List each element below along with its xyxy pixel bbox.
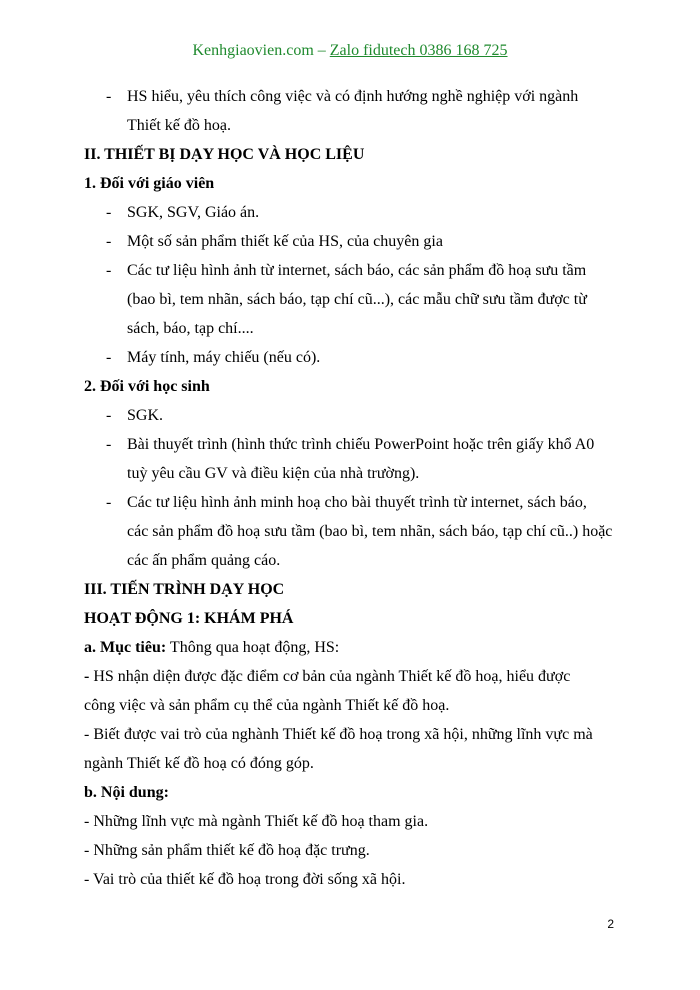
bullet-line: Thiết kế đồ hoạ. [127, 117, 231, 134]
bullet-line: (bao bì, tem nhãn, sách báo, tạp chí cũ...), các mẫu chữ sưu tầm được từ [127, 291, 587, 308]
bullet-item: - Các tư liệu hình ảnh minh hoạ cho bài thuyết trình từ internet, sách báo, các sản phẩm đồ hoạ sưu tầm (bao bì, tem nhãn, sách báo, tạp chí cũ..) hoặc các ấn phẩm quảng cáo. [84, 488, 619, 575]
content-heading: b. Nội dung: [84, 784, 169, 801]
bullet-item: - SGK, SGV, Giáo án. [84, 198, 619, 227]
page-number: 2 [607, 917, 614, 931]
content-line: - Những sản phẩm thiết kế đồ hoạ đặc trưng. [84, 842, 370, 859]
header-separator: – [313, 42, 330, 59]
bullet-line: SGK. [127, 407, 164, 424]
bullet-line: Các tư liệu hình ảnh minh hoạ cho bài thuyết trình từ internet, sách báo, [127, 494, 587, 511]
bullet-item: - Máy tính, máy chiếu (nếu có). [84, 343, 619, 372]
content-line: - Những lĩnh vực mà ngành Thiết kế đồ hoạ tham gia. [84, 813, 429, 830]
header-contact-link[interactable]: Zalo fidutech 0386 168 725 [329, 42, 508, 59]
page-header [0, 42, 700, 60]
bullet-line: sách, báo, tạp chí.... [127, 320, 254, 337]
bullet-line: Bài thuyết trình (hình thức trình chiếu PowerPoint hoặc trên giấy khổ A0 [127, 436, 595, 453]
bullet-item: - HS hiểu, yêu thích công việc và có định hướng nghề nghiệp với ngành Thiết kế đồ hoạ. [84, 82, 619, 140]
goal-label: a. Mục tiêu: [84, 639, 167, 656]
bullet-line: các ấn phẩm quảng cáo. [127, 552, 281, 569]
bullet-line: tuỳ yêu cầu GV và điều kiện của nhà trường). [127, 465, 420, 482]
goal-line: ngành Thiết kế đồ hoạ có đóng góp. [84, 755, 314, 772]
content-line: - Vai trò của thiết kế đồ hoạ trong đời sống xã hội. [84, 871, 406, 888]
bullet-item: - Bài thuyết trình (hình thức trình chiếu PowerPoint hoặc trên giấy khổ A0 tuỳ yêu cầu GV và điều kiện của nhà trường). [84, 430, 619, 488]
activity-title: HOẠT ĐỘNG 1: KHÁM PHÁ [84, 610, 294, 627]
goal-item [84, 720, 619, 778]
goal-paragraph [84, 633, 619, 662]
header-site: Kenhgiaovien.com [192, 42, 314, 59]
bullet-item: - Một số sản phẩm thiết kế của HS, của chuyên gia [84, 227, 619, 256]
section-2-title: II. THIẾT BỊ DẠY HỌC VÀ HỌC LIỆU [84, 146, 365, 163]
bullet-line: Các tư liệu hình ảnh từ internet, sách báo, các sản phẩm đồ hoạ sưu tầm [127, 262, 587, 279]
goal-line: - Biết được vai trò của nghành Thiết kế đồ hoạ trong xã hội, những lĩnh vực mà [84, 726, 593, 743]
goal-line: - HS nhận diện được đặc điểm cơ bản của ngành Thiết kế đồ hoạ, hiểu được [84, 668, 571, 685]
section-3-title: III. TIẾN TRÌNH DẠY HỌC [84, 581, 285, 598]
document-body [84, 82, 619, 894]
bullet-line: Một số sản phẩm thiết kế của HS, của chuyên gia [127, 233, 443, 250]
bullet-line: Máy tính, máy chiếu (nếu có). [127, 349, 321, 366]
goal-text: Thông qua hoạt động, HS: [166, 639, 340, 656]
bullet-line: HS hiểu, yêu thích công việc và có định hướng nghề nghiệp với ngành [127, 88, 579, 105]
bullet-line: các sản phẩm đồ hoạ sưu tầm (bao bì, tem nhãn, sách báo, tạp chí cũ..) hoặc [127, 523, 613, 540]
goal-line: công việc và sản phẩm cụ thể của ngành Thiết kế đồ hoạ. [84, 697, 450, 714]
goal-item [84, 662, 619, 720]
teacher-heading: 1. Đối với giáo viên [84, 175, 215, 192]
student-heading: 2. Đối với học sinh [84, 378, 210, 395]
bullet-item: - SGK. [84, 401, 619, 430]
bullet-line: SGK, SGV, Giáo án. [127, 204, 260, 221]
bullet-item: - Các tư liệu hình ảnh từ internet, sách báo, các sản phẩm đồ hoạ sưu tầm (bao bì, tem nhãn, sách báo, tạp chí cũ...), các mẫu chữ sưu tầm được từ sách, báo, tạp chí.... [84, 256, 619, 343]
